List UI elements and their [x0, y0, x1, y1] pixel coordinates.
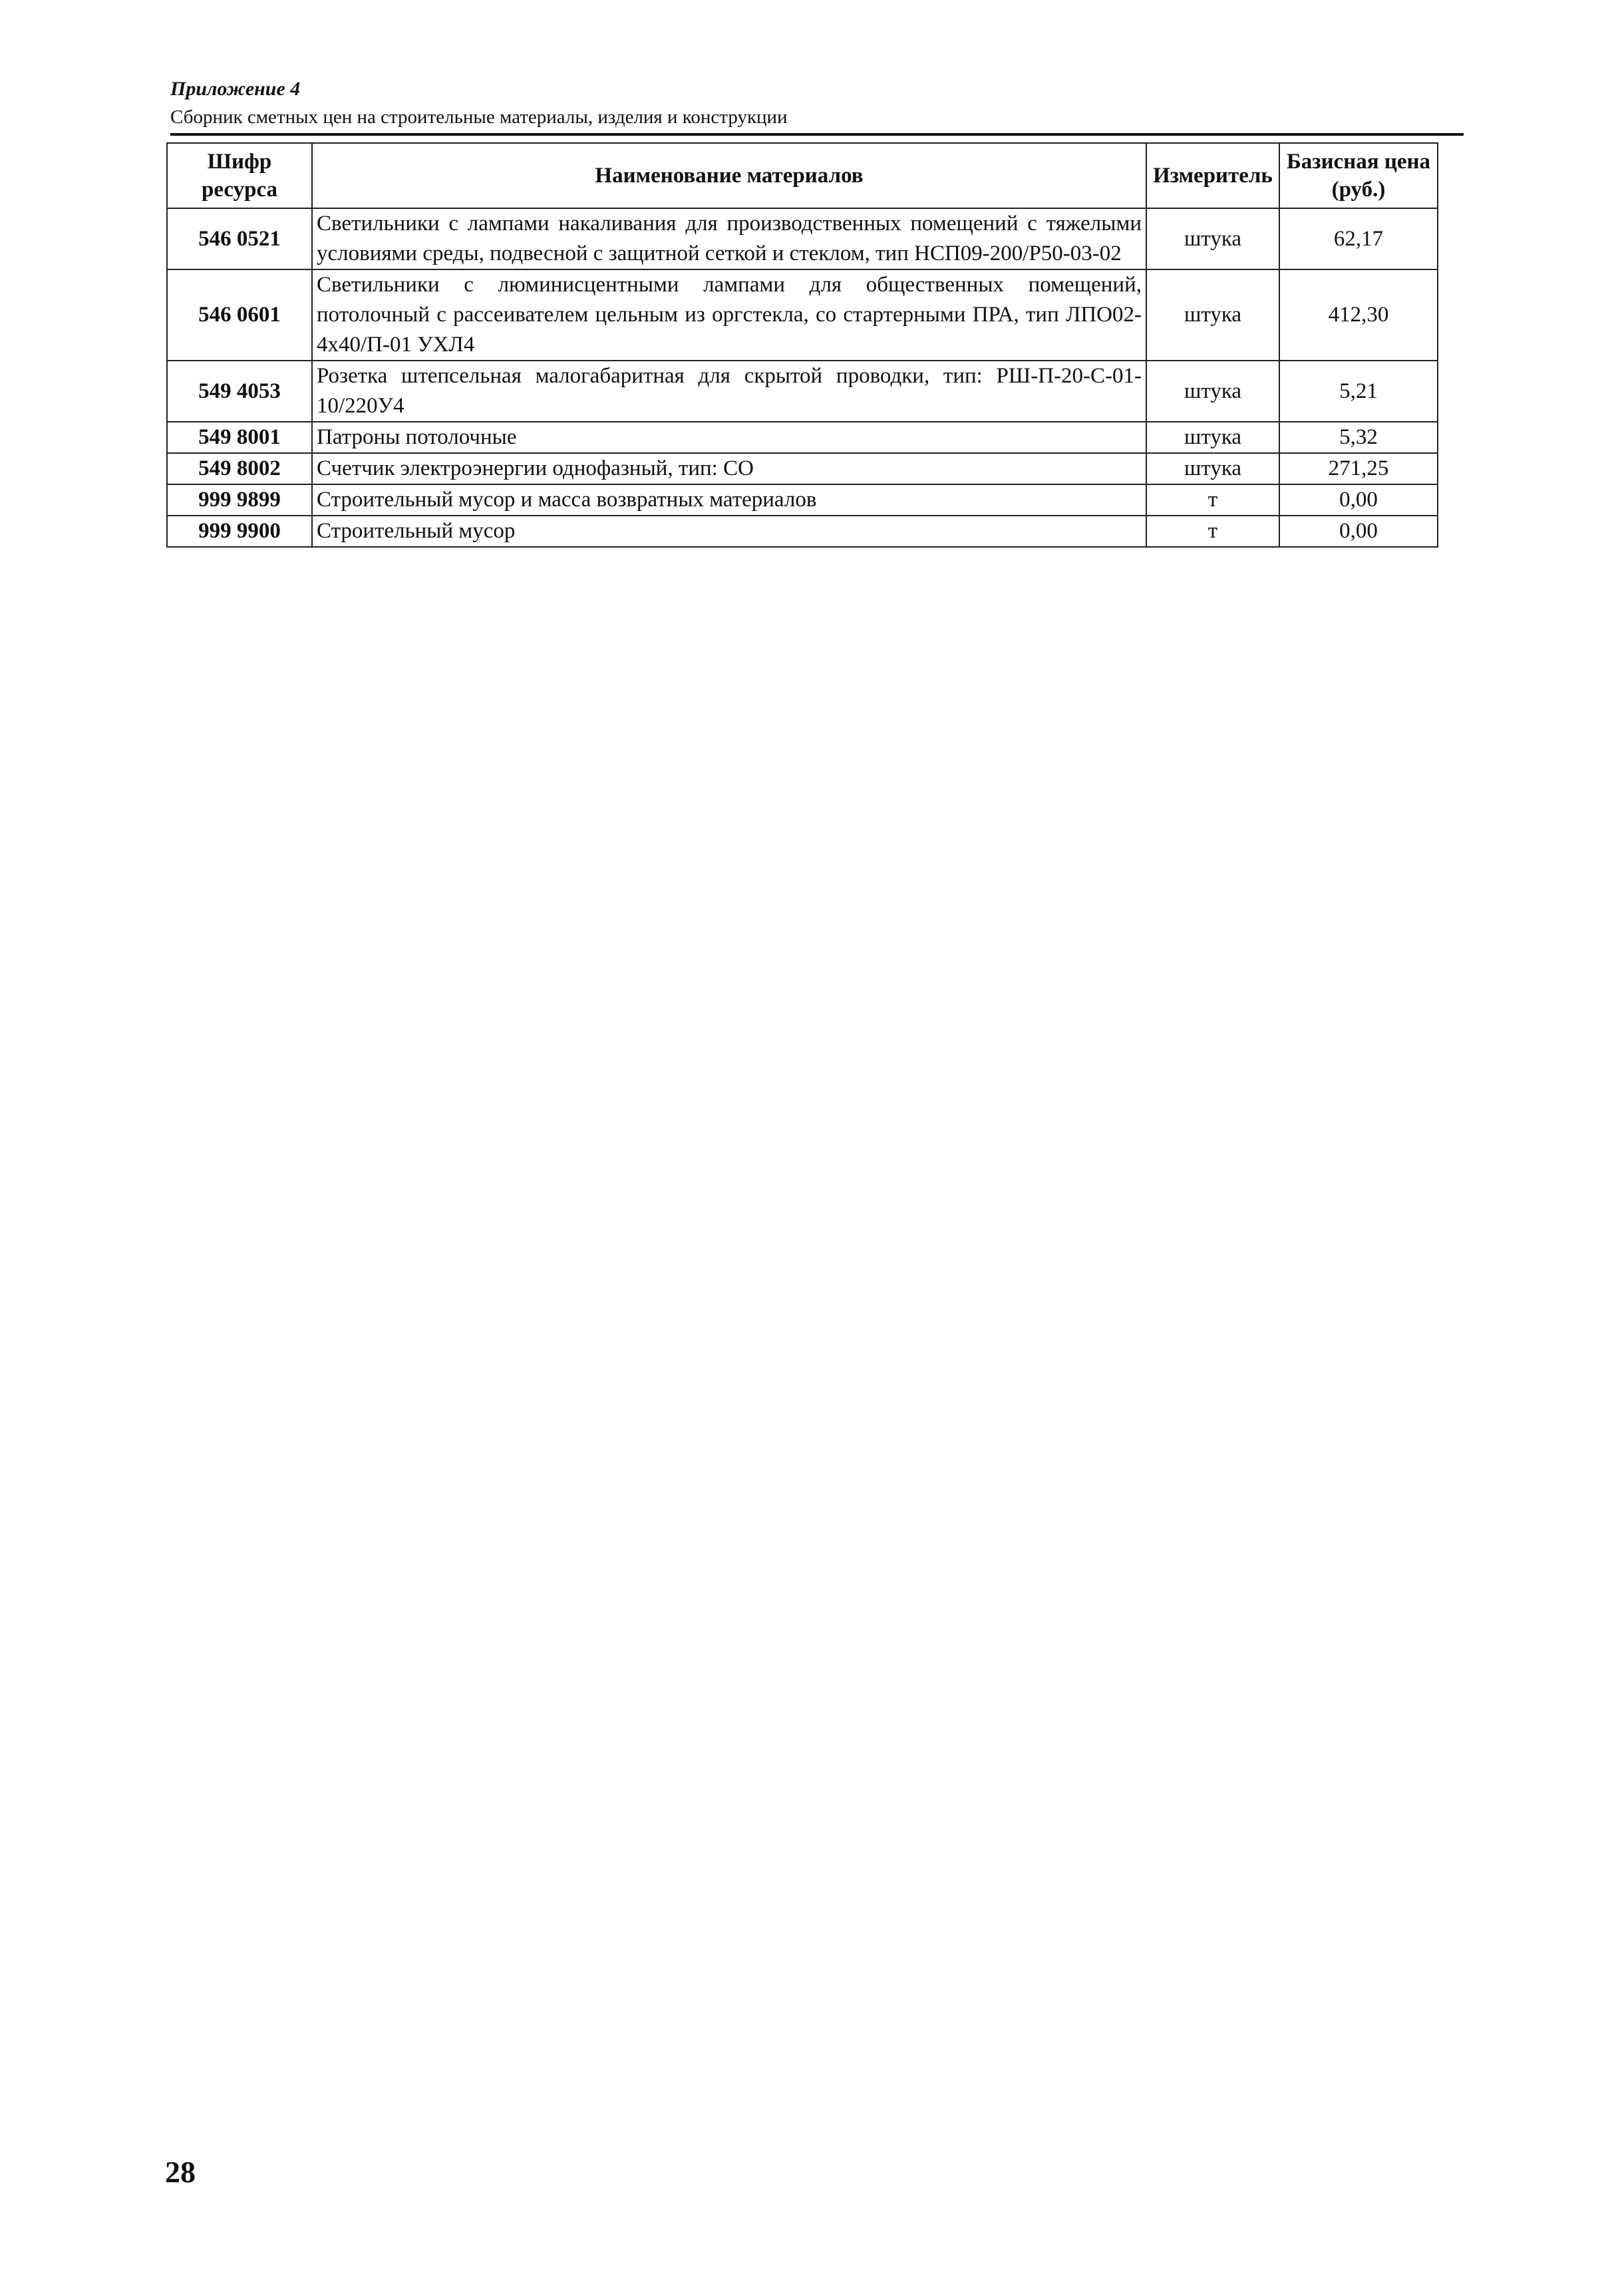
table-header-row — [167, 143, 1438, 208]
material-name: Светильники с люминисцентными лампами для общественных помещений, потолочный с рассеивателем цельным из оргстекла, со стартерными ПРА, тип ЛПО02-4х40/П-01 УХЛ4 — [312, 269, 1146, 361]
table-row — [167, 361, 1438, 422]
unit-of-measure: штука — [1146, 269, 1279, 361]
base-price: 412,30 — [1279, 269, 1438, 361]
resource-code: 549 8002 — [167, 453, 312, 484]
base-price: 5,32 — [1279, 422, 1438, 453]
base-price: 62,17 — [1279, 208, 1438, 269]
appendix-label: Приложение 4 — [170, 78, 301, 100]
material-name: Патроны потолочные — [312, 422, 1146, 453]
column-header-code: Шифр ресурса — [167, 143, 312, 208]
resource-code: 549 8001 — [167, 422, 312, 453]
column-header-unit: Измеритель — [1146, 143, 1279, 208]
resource-code: 546 0601 — [167, 269, 312, 361]
material-name: Светильники с лампами накаливания для производственных помещений с тяжелыми условиями среды, подвесной с защитной сеткой и стеклом, тип НСП09-200/Р50-03-02 — [312, 208, 1146, 269]
unit-of-measure: штука — [1146, 422, 1279, 453]
page-header — [170, 75, 1464, 136]
unit-of-measure: штука — [1146, 453, 1279, 484]
base-price: 271,25 — [1279, 453, 1438, 484]
unit-of-measure: т — [1146, 516, 1279, 547]
resource-code: 546 0521 — [167, 208, 312, 269]
base-price: 5,21 — [1279, 361, 1438, 422]
material-name: Строительный мусор — [312, 516, 1146, 547]
column-header-name: Наименование материалов — [312, 143, 1146, 208]
column-header-price: Базисная цена (руб.) — [1279, 143, 1438, 208]
unit-of-measure: штука — [1146, 361, 1279, 422]
base-price: 0,00 — [1279, 484, 1438, 516]
unit-of-measure: штука — [1146, 208, 1279, 269]
material-name: Строительный мусор и масса возвратных материалов — [312, 484, 1146, 516]
resource-code: 999 9899 — [167, 484, 312, 516]
table-row — [167, 516, 1438, 547]
table-row — [167, 422, 1438, 453]
table-row — [167, 208, 1438, 269]
material-name: Розетка штепсельная малогабаритная для скрытой проводки, тип: РШ-П-20-С-01-10/220У4 — [312, 361, 1146, 422]
resource-code: 999 9900 — [167, 516, 312, 547]
collection-title: Сборник сметных цен на строительные материалы, изделия и конструкции — [170, 104, 1464, 136]
table-row — [167, 269, 1438, 361]
table-row — [167, 484, 1438, 516]
base-price: 0,00 — [1279, 516, 1438, 547]
page-number: 28 — [165, 2155, 196, 2189]
price-table — [166, 142, 1438, 548]
resource-code: 549 4053 — [167, 361, 312, 422]
unit-of-measure: т — [1146, 484, 1279, 516]
table-row — [167, 453, 1438, 484]
material-name: Счетчик электроэнергии однофазный, тип: СО — [312, 453, 1146, 484]
